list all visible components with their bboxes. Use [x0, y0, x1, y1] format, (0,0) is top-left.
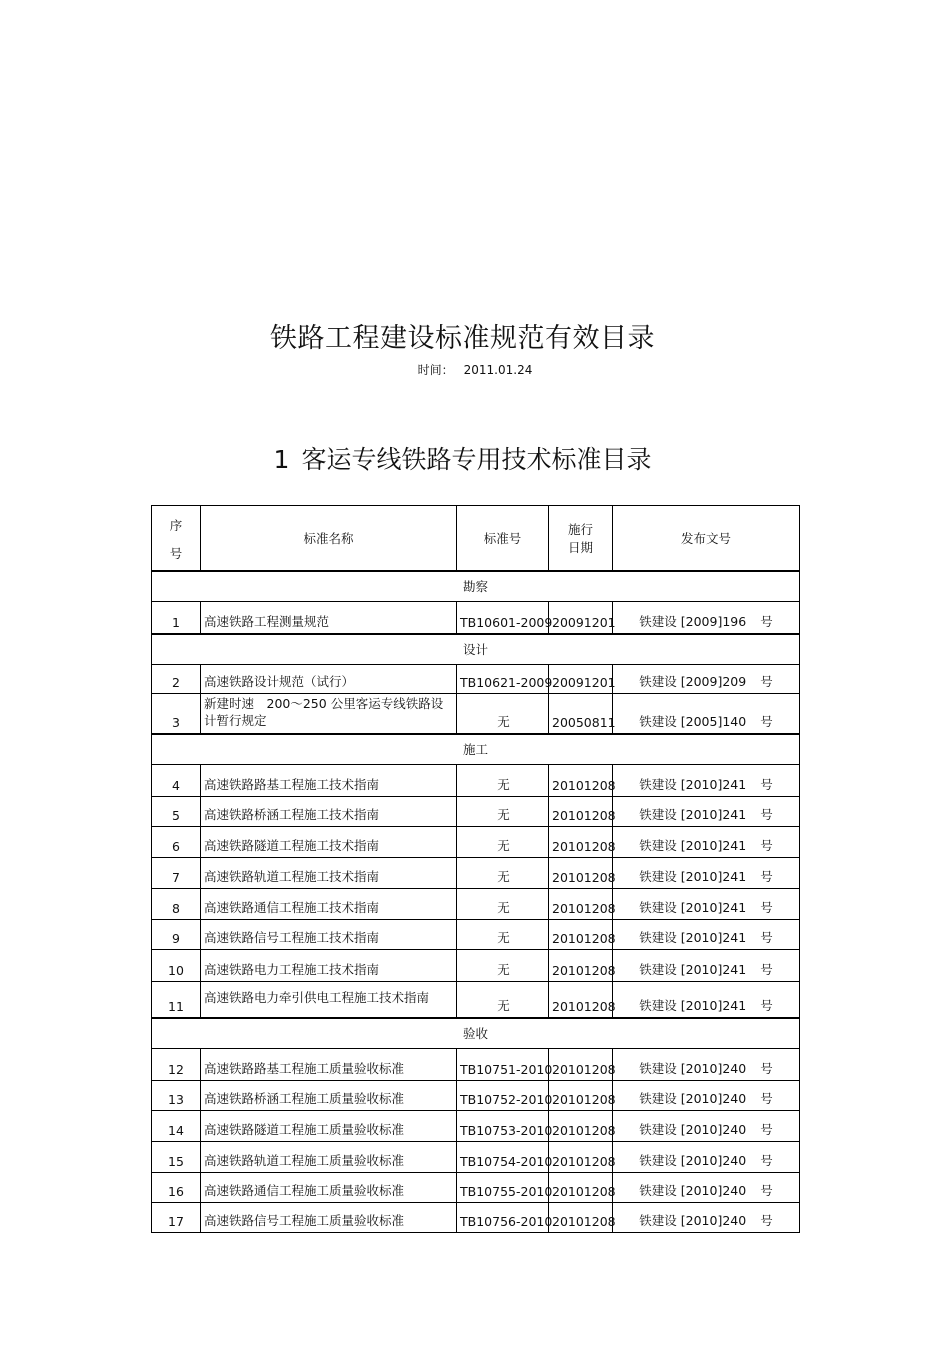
effective-date: 20101208: [549, 796, 613, 826]
document-number: [613, 693, 800, 734]
table-row: [152, 796, 800, 826]
section-title: 客运专线铁路专用技术标准目录: [301, 445, 652, 474]
standard-name: 高速铁路轨道工程施工质量验收标准: [201, 1141, 457, 1172]
standard-number: TB10621-2009: [457, 664, 549, 693]
standard-number: TB10752-2010: [457, 1080, 549, 1110]
header-serial: 序 号: [152, 506, 201, 572]
document-number: [613, 919, 800, 949]
standard-name: 高速铁路信号工程施工质量验收标准: [201, 1202, 457, 1232]
table-header-row: [152, 506, 800, 572]
header-doc: 发布文号: [613, 506, 800, 572]
section-heading: [0, 440, 925, 476]
standard-name: 高速铁路路基工程施工质量验收标准: [201, 1048, 457, 1080]
row-number: 9: [152, 919, 201, 949]
row-number: 2: [152, 664, 201, 693]
category-label: 验收: [152, 1018, 800, 1048]
row-number: 8: [152, 888, 201, 919]
effective-date: 20101208: [549, 888, 613, 919]
document-ref: 铁建设 [2010]241: [639, 998, 747, 1013]
standard-name: 高速铁路信号工程施工技术指南: [201, 919, 457, 949]
document-ref: 铁建设 [2010]241: [639, 868, 747, 884]
row-number: 5: [152, 796, 201, 826]
document-number: [613, 764, 800, 796]
document-suffix: 号: [760, 998, 773, 1013]
row-number: 3: [152, 693, 201, 734]
document-ref: 铁建设 [2010]241: [639, 899, 747, 915]
effective-date: 20091201: [549, 601, 613, 634]
table-row: [152, 919, 800, 949]
table-row: [152, 826, 800, 857]
category-label: 施工: [152, 734, 800, 764]
document-ref: 铁建设 [2010]240: [639, 1212, 747, 1228]
row-number: 4: [152, 764, 201, 796]
table-row: [152, 949, 800, 981]
document-ref: 铁建设 [2010]240: [639, 1090, 747, 1106]
effective-date: 20101208: [549, 1172, 613, 1202]
row-number: 11: [152, 981, 201, 1018]
document-suffix: 号: [760, 961, 773, 977]
document-ref: 铁建设 [2010]240: [639, 1121, 747, 1137]
table-row: [152, 1080, 800, 1110]
effective-date: 20101208: [549, 1110, 613, 1141]
document-suffix: 号: [760, 1212, 773, 1228]
document-ref: 铁建设 [2005]140: [639, 714, 747, 729]
category-label: 勘察: [152, 571, 800, 601]
standard-name: 高速铁路隧道工程施工质量验收标准: [201, 1110, 457, 1141]
document-number: [613, 796, 800, 826]
document-number: [613, 1080, 800, 1110]
standard-name: 高速铁路电力牵引供电工程施工技术指南: [201, 981, 457, 1018]
table-row: [152, 664, 800, 693]
table-row: [152, 1141, 800, 1172]
row-number: 13: [152, 1080, 201, 1110]
table-row: [152, 981, 800, 1018]
document-number: [613, 1048, 800, 1080]
standard-number: TB10756-2010: [457, 1202, 549, 1232]
standards-table: [151, 505, 800, 1233]
effective-date: 20101208: [549, 919, 613, 949]
document-number: [613, 1110, 800, 1141]
row-number: 14: [152, 1110, 201, 1141]
effective-date: 20101208: [549, 949, 613, 981]
table-row: [152, 601, 800, 634]
document-suffix: 号: [760, 837, 773, 853]
category-row: [152, 634, 800, 664]
document-number: [613, 826, 800, 857]
document-suffix: 号: [760, 929, 773, 945]
effective-date: 20091201: [549, 664, 613, 693]
category-label: 设计: [152, 634, 800, 664]
document-suffix: 号: [760, 899, 773, 915]
effective-date: 20050811: [549, 693, 613, 734]
document-ref: 铁建设 [2010]240: [639, 1182, 747, 1198]
standard-name: 高速铁路路基工程施工技术指南: [201, 764, 457, 796]
row-number: 17: [152, 1202, 201, 1232]
effective-date: 20101208: [549, 1202, 613, 1232]
category-row: [152, 1018, 800, 1048]
row-number: 1: [152, 601, 201, 634]
row-number: 16: [152, 1172, 201, 1202]
standard-number: TB10601-2009: [457, 601, 549, 634]
document-ref: 铁建设 [2010]241: [639, 806, 747, 822]
standard-name: 高速铁路通信工程施工质量验收标准: [201, 1172, 457, 1202]
document-number: [613, 857, 800, 888]
standard-name: 高速铁路电力工程施工技术指南: [201, 949, 457, 981]
standard-name: 高速铁路轨道工程施工技术指南: [201, 857, 457, 888]
effective-date: 20101208: [549, 764, 613, 796]
date-line: [0, 361, 950, 378]
document-suffix: 号: [760, 1060, 773, 1076]
time-label: 时间：: [417, 363, 454, 377]
header-name: 标准名称: [201, 506, 457, 572]
table-row: [152, 1172, 800, 1202]
document-suffix: 号: [760, 868, 773, 884]
time-value: 2011.01.24: [463, 363, 533, 377]
document-number: [613, 1202, 800, 1232]
table-row: [152, 888, 800, 919]
standard-number: TB10755-2010: [457, 1172, 549, 1202]
document-ref: 铁建设 [2010]240: [639, 1152, 747, 1168]
table-row: [152, 1048, 800, 1080]
document-suffix: 号: [760, 1090, 773, 1106]
document-number: [613, 664, 800, 693]
standard-number: TB10753-2010: [457, 1110, 549, 1141]
document-ref: 铁建设 [2010]241: [639, 929, 747, 945]
standard-name: 高速铁路通信工程施工技术指南: [201, 888, 457, 919]
document-ref: 铁建设 [2009]196: [639, 614, 747, 629]
document-ref: 铁建设 [2010]241: [639, 837, 747, 853]
document-suffix: 号: [760, 1182, 773, 1198]
standard-number: 无: [457, 764, 549, 796]
document-number: [613, 888, 800, 919]
standard-number: 无: [457, 949, 549, 981]
page-title: 铁路工程建设标准规范有效目录: [270, 323, 655, 354]
standard-number: TB10751-2010: [457, 1048, 549, 1080]
standard-number: 无: [457, 796, 549, 826]
table-row: [152, 693, 800, 734]
effective-date: 20101208: [549, 826, 613, 857]
standard-number: 无: [457, 919, 549, 949]
effective-date: 20101208: [549, 1141, 613, 1172]
table-row: [152, 1110, 800, 1141]
document-ref: 铁建设 [2010]241: [639, 961, 747, 977]
standard-name: 高速铁路桥涵工程施工技术指南: [201, 796, 457, 826]
document-suffix: 号: [760, 714, 773, 729]
row-number: 10: [152, 949, 201, 981]
standard-number: 无: [457, 888, 549, 919]
table-row: [152, 1202, 800, 1232]
standard-name: 高速铁路桥涵工程施工质量验收标准: [201, 1080, 457, 1110]
effective-date: 20101208: [549, 1048, 613, 1080]
effective-date: 20101208: [549, 857, 613, 888]
category-row: [152, 734, 800, 764]
section-number: 1: [273, 445, 290, 474]
document-suffix: 号: [760, 776, 773, 792]
standard-name: 高速铁路工程测量规范: [201, 601, 457, 634]
table-row: [152, 857, 800, 888]
effective-date: 20101208: [549, 1080, 613, 1110]
document-suffix: 号: [760, 1121, 773, 1137]
document-number: [613, 1172, 800, 1202]
document-number: [613, 949, 800, 981]
standard-name: 高速铁路设计规范（试行）: [201, 664, 457, 693]
category-row: [152, 571, 800, 601]
row-number: 12: [152, 1048, 201, 1080]
standard-number: TB10754-2010: [457, 1141, 549, 1172]
document-number: [613, 1141, 800, 1172]
document-suffix: 号: [760, 614, 773, 629]
document-suffix: 号: [760, 673, 773, 689]
standard-number: 无: [457, 826, 549, 857]
effective-date: 20101208: [549, 981, 613, 1018]
document-ref: 铁建设 [2009]209: [639, 673, 747, 689]
standard-name: 新建时速 200～250 公里客运专线铁路设计暂行规定: [201, 693, 457, 734]
row-number: 15: [152, 1141, 201, 1172]
document-suffix: 号: [760, 806, 773, 822]
standard-number: 无: [457, 693, 549, 734]
standard-number: 无: [457, 857, 549, 888]
header-date: 施行 日期: [549, 506, 613, 572]
table-row: [152, 764, 800, 796]
document-suffix: 号: [760, 1152, 773, 1168]
document-ref: 铁建设 [2010]240: [639, 1060, 747, 1076]
row-number: 7: [152, 857, 201, 888]
document-number: [613, 981, 800, 1018]
row-number: 6: [152, 826, 201, 857]
document-ref: 铁建设 [2010]241: [639, 776, 747, 792]
standard-number: 无: [457, 981, 549, 1018]
header-standard-no: 标准号: [457, 506, 549, 572]
standard-name: 高速铁路隧道工程施工技术指南: [201, 826, 457, 857]
document-number: [613, 601, 800, 634]
